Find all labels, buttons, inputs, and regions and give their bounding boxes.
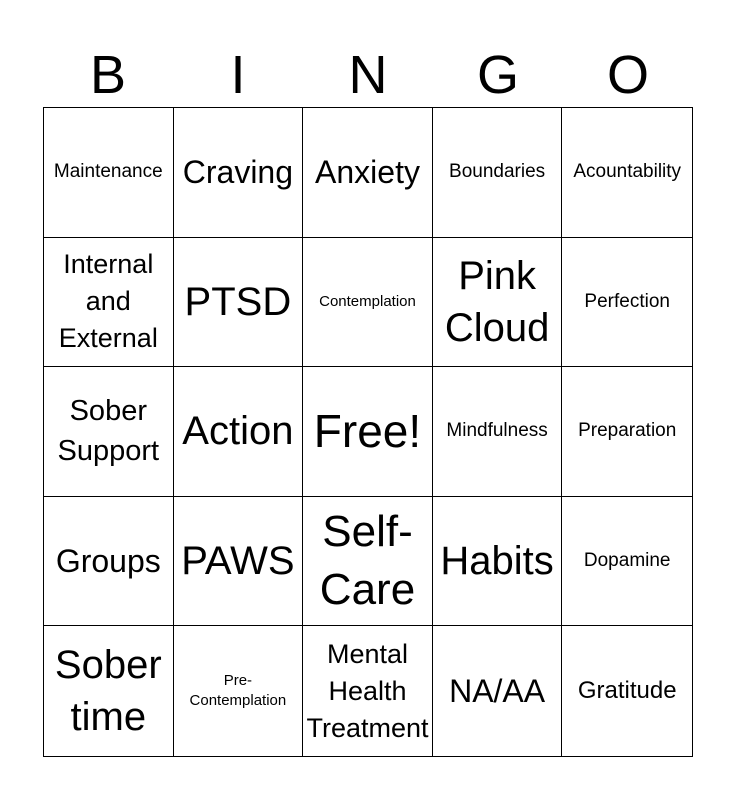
bingo-cell[interactable] [433,367,563,497]
cell-label: Dopamine [583,550,671,572]
cell-label: Internal and External [58,249,158,354]
bingo-cell[interactable] [433,497,563,627]
bingo-cell[interactable] [433,108,563,238]
bingo-cell[interactable] [44,367,174,497]
bingo-cell[interactable] [174,238,304,368]
bingo-cell[interactable] [562,238,692,368]
cell-label: Action [182,409,294,454]
bingo-cell[interactable] [44,497,174,627]
bingo-cell[interactable] [303,108,433,238]
bingo-cell[interactable] [174,497,304,627]
bingo-cell[interactable] [174,108,304,238]
bingo-cell[interactable] [562,497,692,627]
bingo-cell[interactable] [174,367,304,497]
free-space-label: Free! [313,405,422,458]
bingo-cell[interactable] [303,238,433,368]
cell-label: Craving [182,154,294,191]
bingo-cell[interactable] [303,497,433,627]
bingo-cell[interactable] [174,626,304,756]
cell-label: PTSD [184,279,292,324]
cell-label: NA/AA [449,673,546,710]
bingo-header [43,42,693,108]
cell-label: Pre-Contemplation [189,672,287,710]
bingo-cell[interactable] [562,367,692,497]
cell-label: Anxiety [315,154,420,191]
cell-label: PAWS [181,539,295,584]
cell-label: Sober time [54,643,162,740]
bingo-cell[interactable] [44,626,174,756]
cell-label: Gratitude [577,677,677,705]
bingo-cell[interactable] [303,626,433,756]
cell-label: Maintenance [53,161,163,183]
cell-label: Sober Support [57,395,160,468]
cell-label: Preparation [578,420,677,442]
header-letter-i: I [230,45,246,105]
bingo-cell[interactable] [433,238,563,368]
cell-label: Boundaries [449,161,546,183]
cell-label: Contemplation [319,292,416,310]
bingo-cell[interactable] [562,626,692,756]
cell-label: Groups [55,543,161,580]
cell-label: Mental Health Treatment [306,638,429,743]
header-letter-o: O [606,45,649,105]
bingo-board [43,107,693,757]
header-letter-n: N [348,45,388,105]
free-space-cell[interactable] [303,367,433,497]
header-letter-b: B [89,45,127,105]
cell-label: Mindfulness [446,420,548,442]
cell-label: Acountability [573,161,682,183]
cell-label: Habits [440,539,554,584]
cell-label: Self-Care [319,507,416,615]
cell-label: Pink Cloud [444,253,550,350]
bingo-cell[interactable] [433,626,563,756]
header-letter-g: G [476,45,519,105]
cell-label: Perfection [584,290,670,312]
bingo-cell[interactable] [44,238,174,368]
bingo-cell[interactable] [562,108,692,238]
bingo-cell[interactable] [44,108,174,238]
